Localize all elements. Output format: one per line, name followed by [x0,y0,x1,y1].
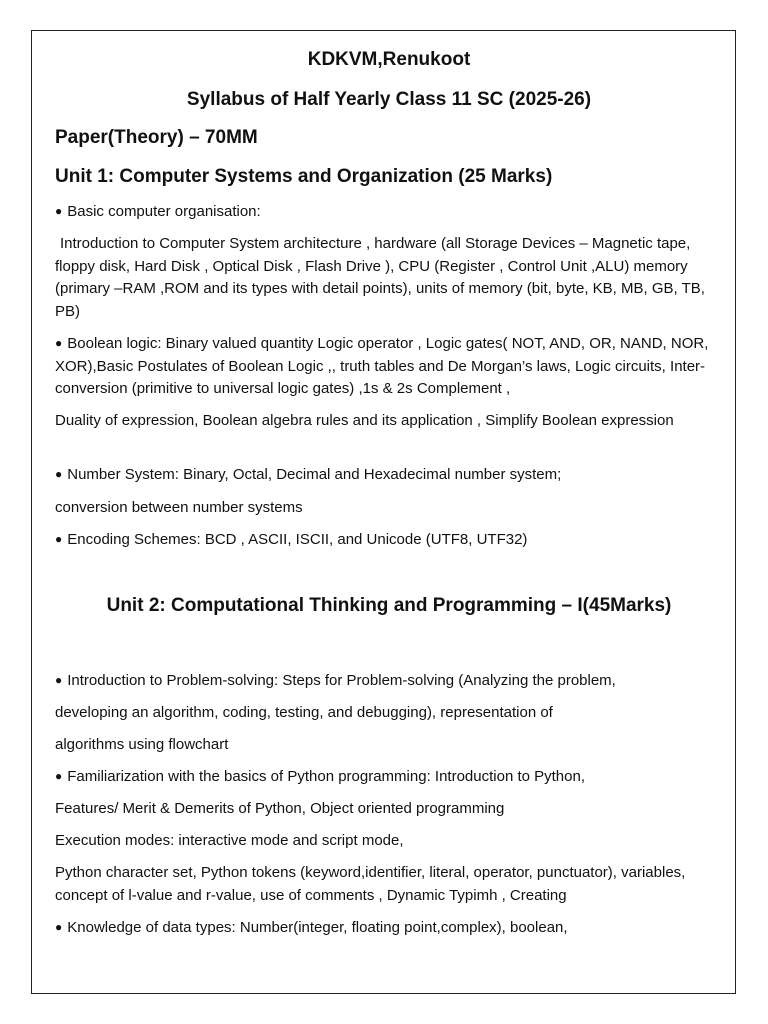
datatypes-text: Knowledge of data types: Number(integer, floating point,complex), boolean, [67,919,568,936]
conversion-line: conversion between number systems [55,499,303,516]
school-name: KDKVM,Renukoot [307,49,471,70]
number-system-text: Number System: Binary, Octal, Decimal and Hexadecimal number system; [67,466,562,483]
basic-org-label-text: Basic computer organisation: [67,203,261,220]
execution-modes-line: Execution modes: interactive mode and script mode, [55,832,404,849]
python-basics-text1: Familiarization with the basics of Python programming: Introduction to Python, [67,768,585,785]
problem-solving-line2: developing an algorithm, coding, testing, and debugging), representation of [55,704,553,721]
problem-solving-text1: Introduction to Problem-solving: Steps for Problem-solving (Analyzing the problem, [67,672,616,689]
python-basics-line1 [55,766,585,788]
basic-org-paragraph: Introduction to Computer System architecture , hardware (all Storage Devices – Magnetic tape, floppy disk, Hard Disk , Optical Disk , Flash Drive ), CPU (Register , Control Unit ,ALU) memory (primary –RAM ,ROM and its types with detail points), units of memory (bit, byte, KB, MB, GB, TB, PB) [55,235,705,320]
boolean-logic-text: Boolean logic: Binary valued quantity Logic operator , Logic gates( NOT, AND, OR, NAND, NOR, XOR),Basic Postulates of Boolean Logic ,, truth tables and De Morgan’s laws, Logic circuits, Inter-conversion (primitive to universal logic gates) ,1s & 2s Complement , [55,335,709,397]
encoding-text: Encoding Schemes: BCD , ASCII, ISCII, and Unicode (UTF8, UTF32) [67,531,528,548]
number-system-item [55,464,561,486]
python-basics-line2: Features/ Merit & Demerits of Python, Object oriented programming [55,800,505,817]
basic-org-label [55,201,261,223]
charset-paragraph: Python character set, Python tokens (keyword,identifier, literal, operator, punctuator), variables, concept of l-value and r-value, use of comments , Dynamic Typimh , Creating [55,864,686,904]
duality-paragraph: Duality of expression, Boolean algebra rules and its application , Simplify Boolean expression [55,412,674,429]
unit2-title: Unit 2: Computational Thinking and Programming – I(45Marks) [106,595,672,616]
paper-heading: Paper(Theory) – 70MM [55,127,258,148]
datatypes-item [55,917,568,939]
problem-solving-line3: algorithms using flowchart [55,736,229,753]
problem-solving-line1 [55,670,616,692]
syllabus-title: Syllabus of Half Yearly Class 11 SC (2025-26) [186,89,592,110]
unit1-title: Unit 1: Computer Systems and Organization (25 Marks) [55,166,553,187]
encoding-item [55,529,527,551]
boolean-logic-paragraph [55,333,723,401]
